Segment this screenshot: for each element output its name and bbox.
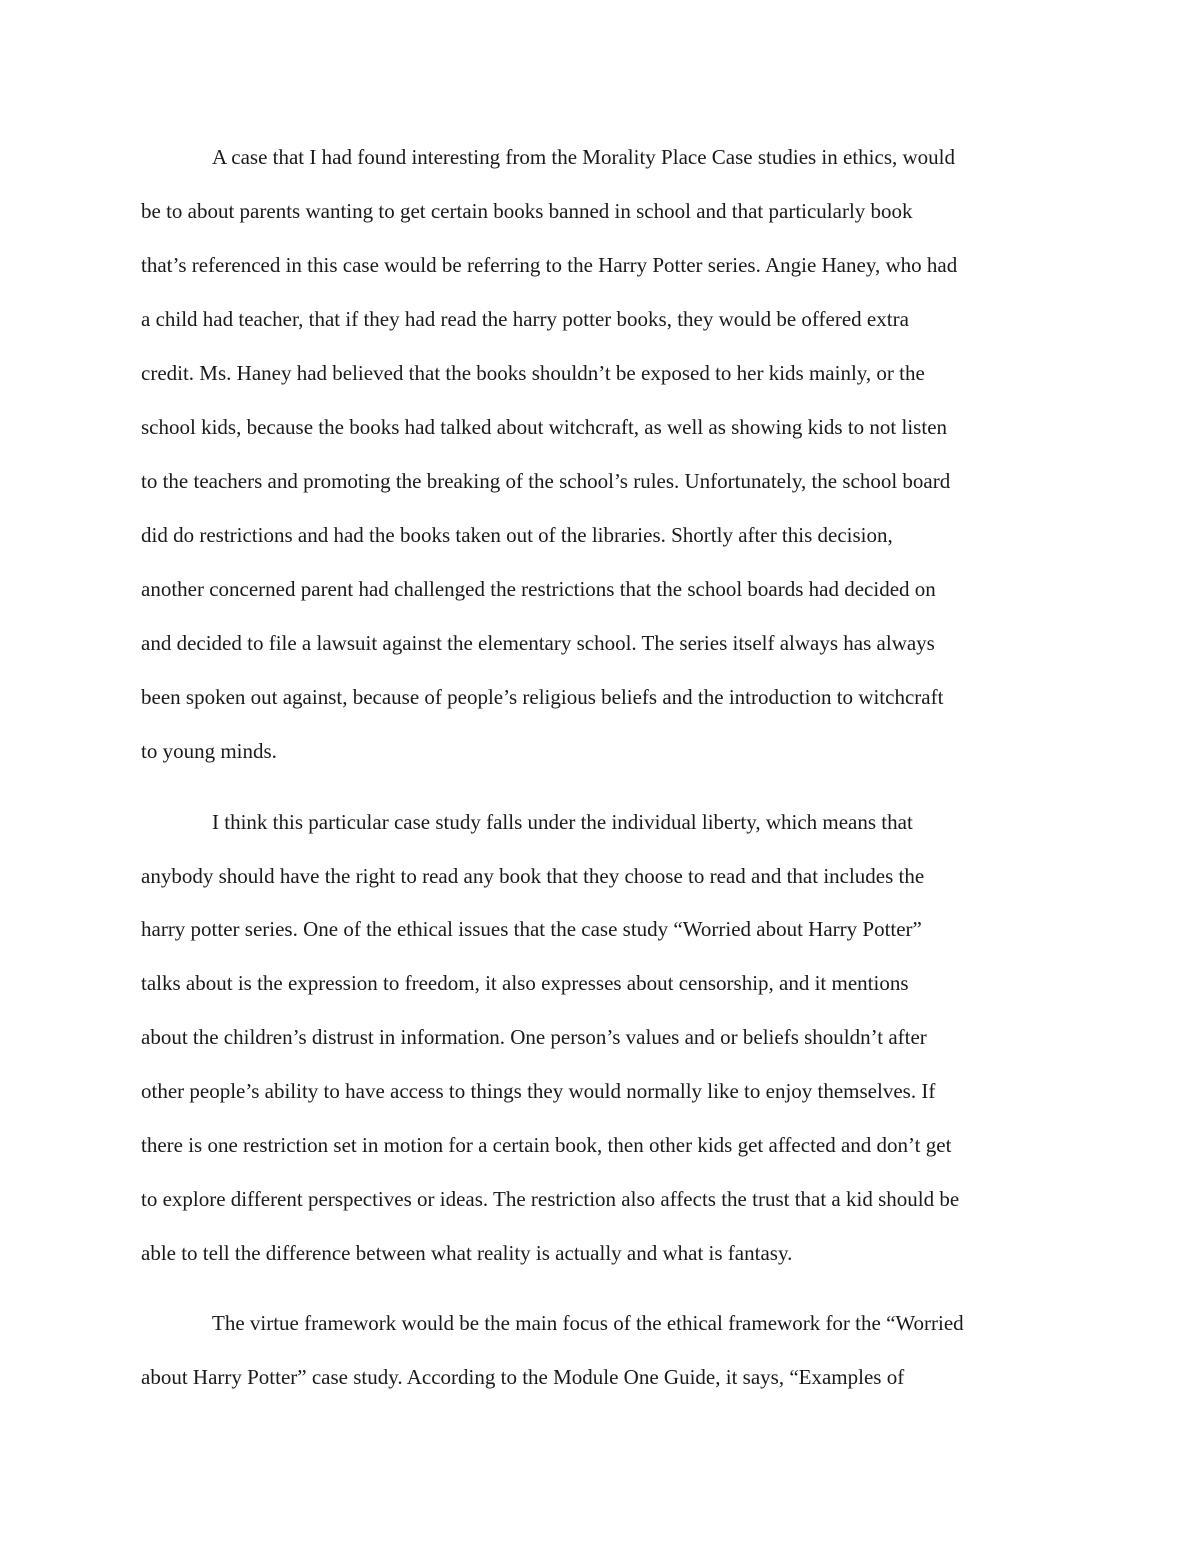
paragraph-2-line-4: talks about is the expression to freedom, it also expresses about censorship, and it mentions [141, 971, 909, 995]
paragraph-1-line-5: credit. Ms. Haney had believed that the books shouldn’t be exposed to her kids mainly, or the [141, 361, 925, 385]
paragraph-1-line-3: that’s referenced in this case would be referring to the Harry Potter series. Angie Haney, who had [141, 253, 958, 277]
paragraph-1-line-9: another concerned parent had challenged the restrictions that the school boards had decided on [141, 577, 936, 601]
paragraph-1-line-10: and decided to file a lawsuit against the elementary school. The series itself always has always [141, 631, 935, 655]
paragraph-1-line-1: A case that I had found interesting from the Morality Place Case studies in ethics, would [212, 145, 955, 169]
paragraph-1-line-8: did do restrictions and had the books taken out of the libraries. Shortly after this decision, [141, 523, 893, 547]
paragraph-1-line-4: a child had teacher, that if they had read the harry potter books, they would be offered extra [141, 307, 909, 331]
paragraph-2-line-3: harry potter series. One of the ethical issues that the case study “Worried about Harry Potter” [141, 917, 922, 941]
paragraph-2-line-8: to explore different perspectives or ideas. The restriction also affects the trust that a kid should be [141, 1187, 960, 1211]
paragraph-2-line-2: anybody should have the right to read any book that they choose to read and that includes the [141, 864, 925, 888]
paragraph-1-line-11: been spoken out against, because of people’s religious beliefs and the introduction to witchcraft [141, 685, 944, 709]
paragraph-3-line-1: The virtue framework would be the main focus of the ethical framework for the “Worried [212, 1311, 964, 1335]
paragraph-2-line-9: able to tell the difference between what reality is actually and what is fantasy. [141, 1241, 793, 1265]
paragraph-1-line-6: school kids, because the books had talked about witchcraft, as well as showing kids to not listen [141, 415, 948, 439]
paragraph-3-line-2: about Harry Potter” case study. According to the Module One Guide, it says, “Examples of [141, 1365, 905, 1389]
paragraph-2-line-6: other people’s ability to have access to things they would normally like to enjoy themselves. If [141, 1079, 936, 1103]
paragraph-2-line-1: I think this particular case study falls under the individual liberty, which means that [212, 810, 913, 834]
paragraph-2-line-5: about the children’s distrust in information. One person’s values and or beliefs shouldn’t after [141, 1025, 927, 1049]
paragraph-1-line-7: to the teachers and promoting the breaking of the school’s rules. Unfortunately, the school board [141, 469, 951, 493]
paragraph-2-line-7: there is one restriction set in motion for a certain book, then other kids get affected and don’t get [141, 1133, 952, 1157]
paragraph-1-line-12: to young minds. [141, 739, 277, 763]
paragraph-1-line-2: be to about parents wanting to get certain books banned in school and that particularly book [141, 199, 913, 223]
